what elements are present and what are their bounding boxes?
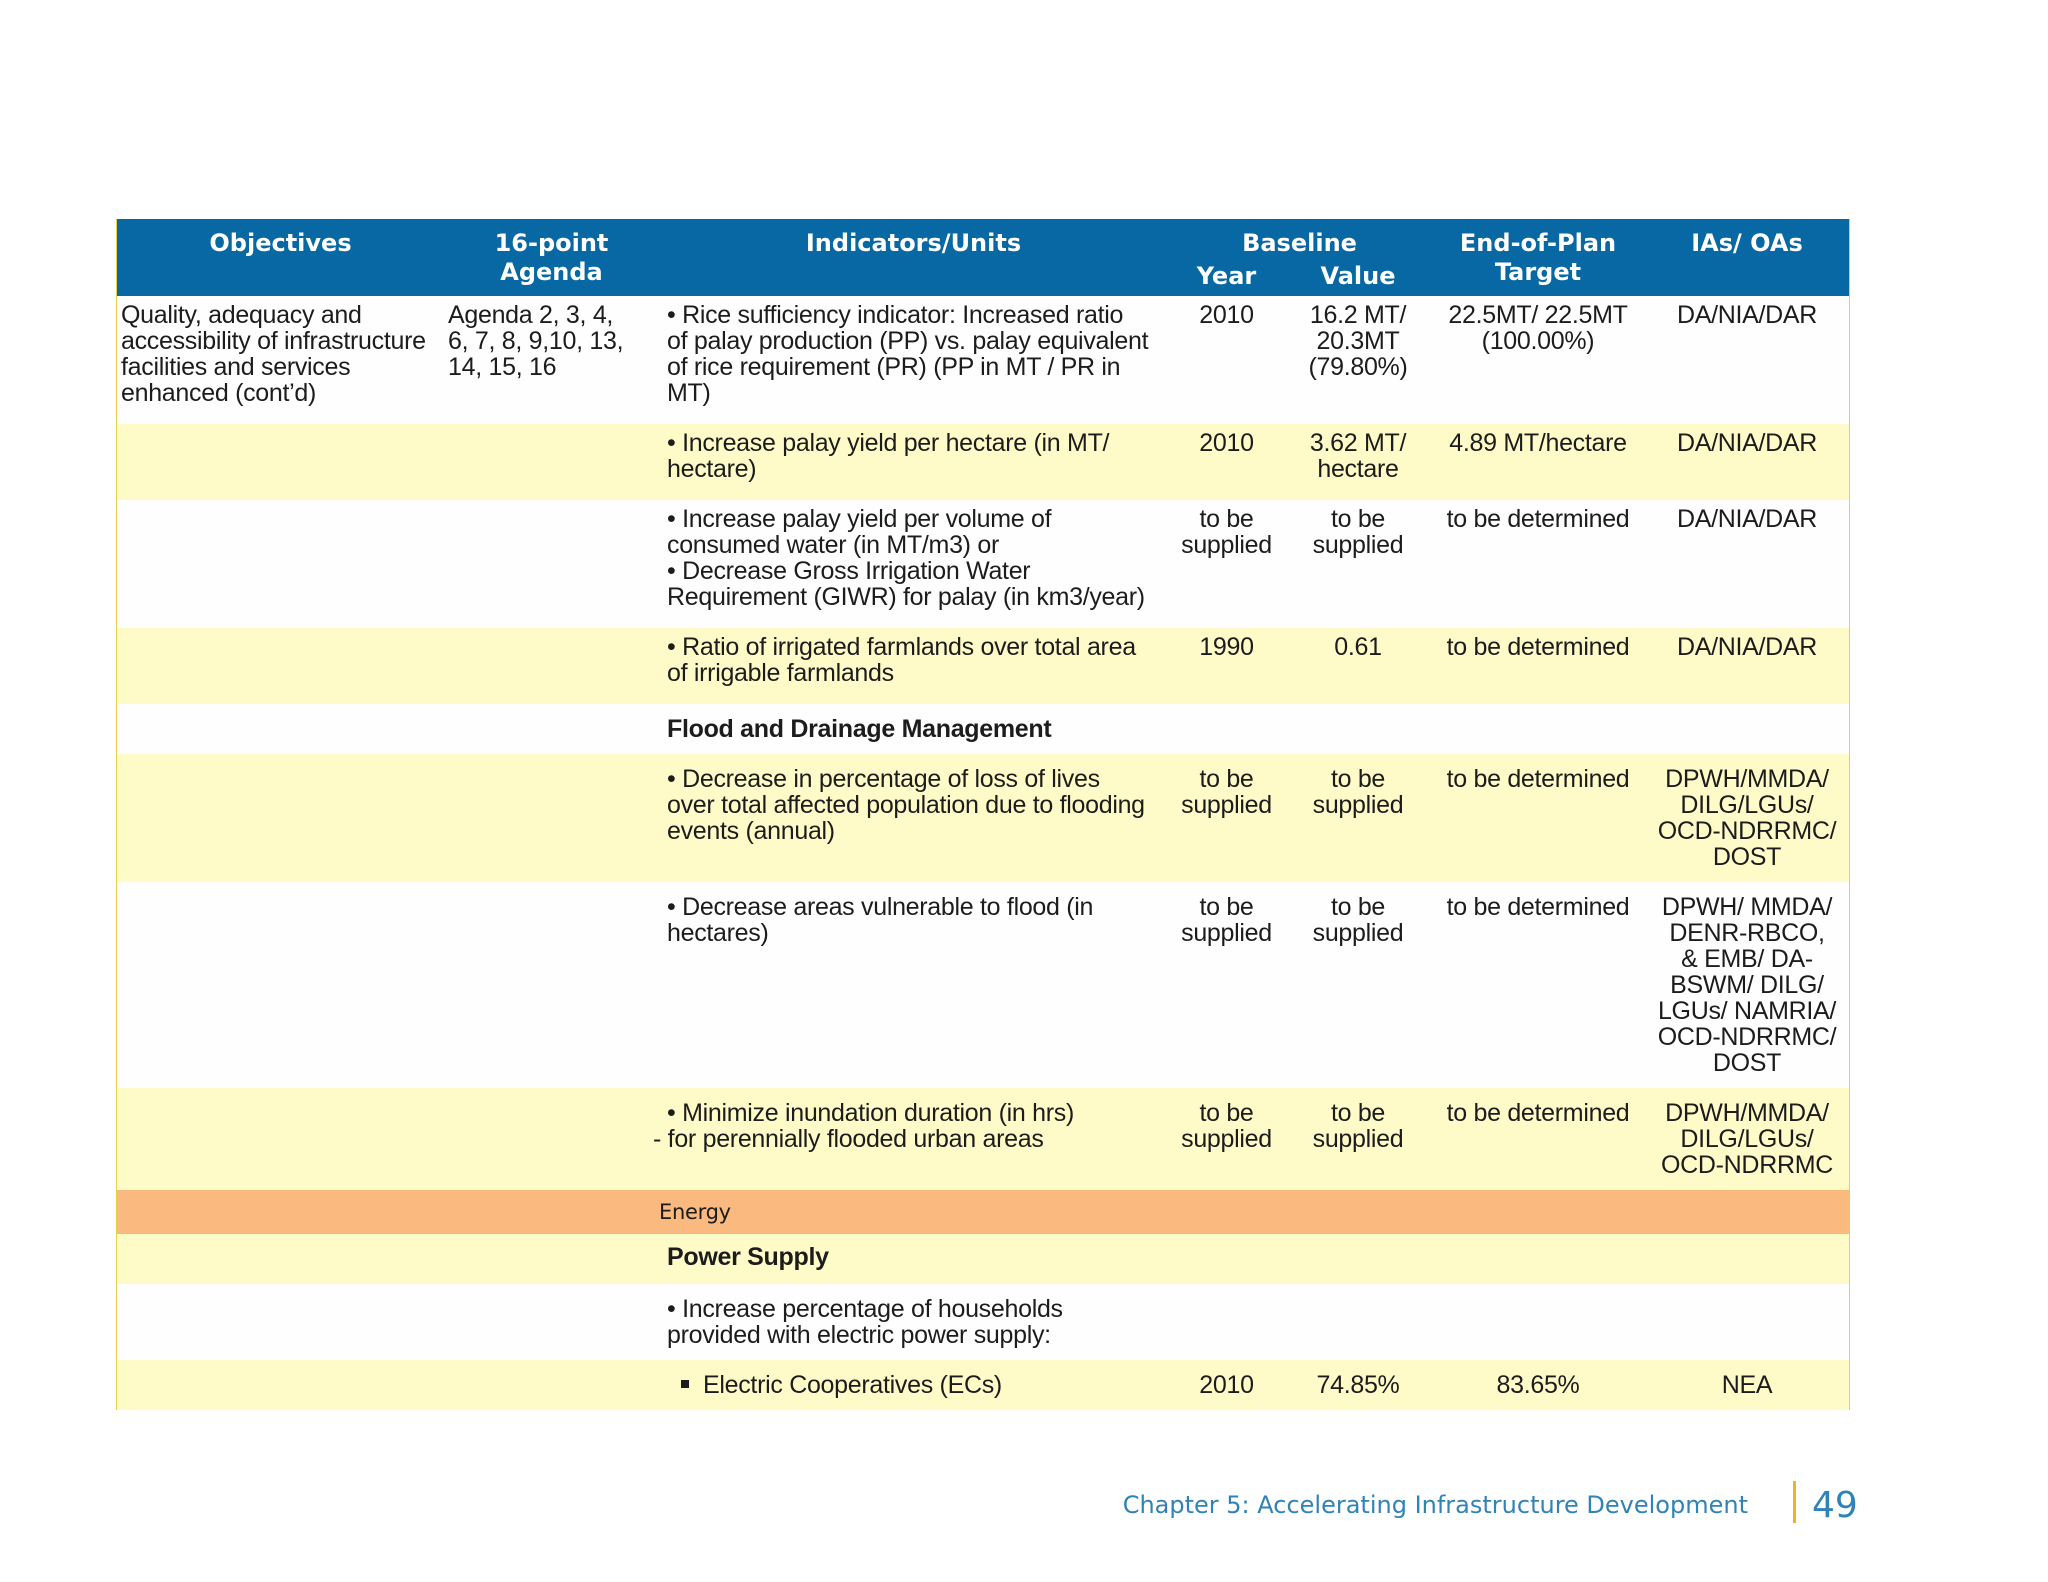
indicator-line: • Minimize inundation duration (in hrs): [667, 1099, 1074, 1127]
indicator-cell: • Rice sufficiency indicator: Increased ratio of palay production (PP) vs. palay equivalent of rice requirement (PR) (PP in MT / PR in MT): [659, 296, 1168, 424]
header-indicators: Indicators/Units: [659, 219, 1168, 296]
table-header: [117, 219, 1849, 296]
value-cell: to be supplied: [1285, 1088, 1431, 1190]
objective-cell-empty: [117, 754, 444, 882]
section-row-energy: [117, 1190, 1849, 1234]
ias-cell: DPWH/ MMDA/ DENR-RBCO, & EMB/ DA- BSWM/ DILG/ LGUs/ NAMRIA/ OCD-NDRRMC/ DOST: [1645, 882, 1849, 1088]
target-cell: to be determined: [1431, 500, 1645, 628]
table-row: [117, 296, 1849, 424]
table-row: [117, 500, 1849, 628]
value-cell: 74.85%: [1285, 1360, 1431, 1410]
target-cell: to be determined: [1431, 628, 1645, 704]
page-footer: [1100, 1473, 1860, 1533]
target-cell: 83.65%: [1431, 1360, 1645, 1410]
target-cell: to be determined: [1431, 754, 1645, 882]
indicator-cell: • Increase palay yield per hectare (in MT/ hectare): [659, 424, 1168, 500]
indicator-cell: • Ratio of irrigated farmlands over total area of irrigable farmlands: [659, 628, 1168, 704]
ias-cell: DA/NIA/DAR: [1645, 500, 1849, 628]
results-matrix-table-container: [116, 219, 1850, 1410]
header-baseline: Baseline: [1168, 219, 1431, 262]
table-body: [117, 296, 1849, 1410]
year-cell: to be supplied: [1168, 500, 1285, 628]
target-cell: 22.5MT/ 22.5MT (100.00%): [1431, 296, 1645, 424]
subheading-power-supply: Power Supply: [659, 1234, 1168, 1284]
agenda-cell-empty: [444, 1360, 659, 1410]
indicator-cell: • Decrease in percentage of loss of lives over total affected population due to flooding events (annual): [659, 754, 1168, 882]
subheading-flood-drainage: Flood and Drainage Management: [659, 704, 1168, 754]
header-target: [1431, 219, 1645, 296]
value-cell: 16.2 MT/ 20.3MT (79.80%): [1285, 296, 1431, 424]
header-objectives: Objectives: [117, 219, 444, 296]
target-cell: to be determined: [1431, 882, 1645, 1088]
agenda-cell-empty: [444, 882, 659, 1088]
indicator-cell: • Decrease areas vulnerable to flood (in hectares): [659, 882, 1168, 1088]
results-matrix-table: [117, 219, 1849, 1410]
year-cell: 2010: [1168, 296, 1285, 424]
agenda-cell-empty: [444, 1284, 659, 1360]
objective-cell-empty: [117, 1088, 444, 1190]
agenda-cell-empty: [444, 424, 659, 500]
header-year: Year: [1168, 262, 1285, 296]
ias-cell: DA/NIA/DAR: [1645, 424, 1849, 500]
objective-cell-empty: [117, 424, 444, 500]
value-cell: to be supplied: [1285, 754, 1431, 882]
header-target-line1: End-of-Plan: [1459, 229, 1617, 257]
indicator-subline: - for perennially flooded urban areas: [653, 1125, 1044, 1153]
page-number: 49: [1812, 1485, 1858, 1526]
objective-cell-empty: [117, 1284, 444, 1360]
header-agenda: [444, 219, 659, 296]
target-cell: 4.89 MT/hectare: [1431, 424, 1645, 500]
indicator-cell: [653, 1088, 1168, 1190]
indicator-cell: • Increase palay yield per volume of consumed water (in MT/m3) or • Decrease Gross Irrigation Water Requirement (GIWR) for palay (in km3/year): [659, 500, 1168, 628]
year-cell: to be supplied: [1168, 1088, 1285, 1190]
table-row: [117, 882, 1849, 1088]
header-agenda-line2: Agenda: [500, 258, 603, 286]
table-row: [117, 424, 1849, 500]
objective-cell: Quality, adequacy and accessibility of infrastructure facilities and services enhanced (cont’d): [117, 296, 444, 424]
section-label-energy: Energy: [659, 1190, 1168, 1234]
header-agenda-line1: 16-point: [494, 229, 609, 257]
header-target-line2: Target: [1494, 258, 1582, 286]
year-cell: 2010: [1168, 1360, 1285, 1410]
agenda-cell-empty: [444, 754, 659, 882]
value-cell: 3.62 MT/ hectare: [1285, 424, 1431, 500]
value-cell: to be supplied: [1285, 882, 1431, 1088]
objective-cell-empty: [117, 500, 444, 628]
subheading-row: [117, 1234, 1849, 1284]
chapter-title: Chapter 5: Accelerating Infrastructure Development: [1122, 1491, 1748, 1519]
value-cell: to be supplied: [1285, 500, 1431, 628]
year-cell: 1990: [1168, 628, 1285, 704]
subheading-row: [117, 704, 1849, 754]
agenda-cell-empty: [444, 628, 659, 704]
ias-cell: NEA: [1645, 1360, 1849, 1410]
objective-cell-empty: [117, 1360, 444, 1410]
agenda-cell: Agenda 2, 3, 4, 6, 7, 8, 9,10, 13, 14, 15, 16: [444, 296, 659, 424]
year-cell: 2010: [1168, 424, 1285, 500]
table-row: [117, 754, 1849, 882]
ias-cell: DPWH/MMDA/ DILG/LGUs/ OCD-NDRRMC: [1645, 1088, 1849, 1190]
header-value: Value: [1285, 262, 1431, 296]
agenda-cell-empty: [444, 500, 659, 628]
year-cell: to be supplied: [1168, 754, 1285, 882]
ias-cell: DA/NIA/DAR: [1645, 296, 1849, 424]
ias-cell: DPWH/MMDA/ DILG/LGUs/ OCD-NDRRMC/ DOST: [1645, 754, 1849, 882]
table-row: [117, 1360, 1849, 1410]
objective-cell-empty: [117, 628, 444, 704]
indicator-cell: [659, 1360, 1168, 1410]
target-cell: to be determined: [1431, 1088, 1645, 1190]
table-row: [117, 1284, 1849, 1360]
indicator-text: Electric Cooperatives (ECs): [703, 1371, 1002, 1399]
objective-cell-empty: [117, 882, 444, 1088]
year-cell: to be supplied: [1168, 882, 1285, 1088]
table-row: [117, 628, 1849, 704]
footer-divider: [1793, 1481, 1796, 1523]
value-cell: 0.61: [1285, 628, 1431, 704]
indicator-cell: • Increase percentage of households provided with electric power supply:: [659, 1284, 1168, 1360]
square-bullet-icon: [681, 1380, 689, 1388]
table-row: [117, 1088, 1849, 1190]
header-ias: IAs/ OAs: [1645, 219, 1849, 296]
agenda-cell-empty: [444, 1088, 659, 1190]
ias-cell: DA/NIA/DAR: [1645, 628, 1849, 704]
